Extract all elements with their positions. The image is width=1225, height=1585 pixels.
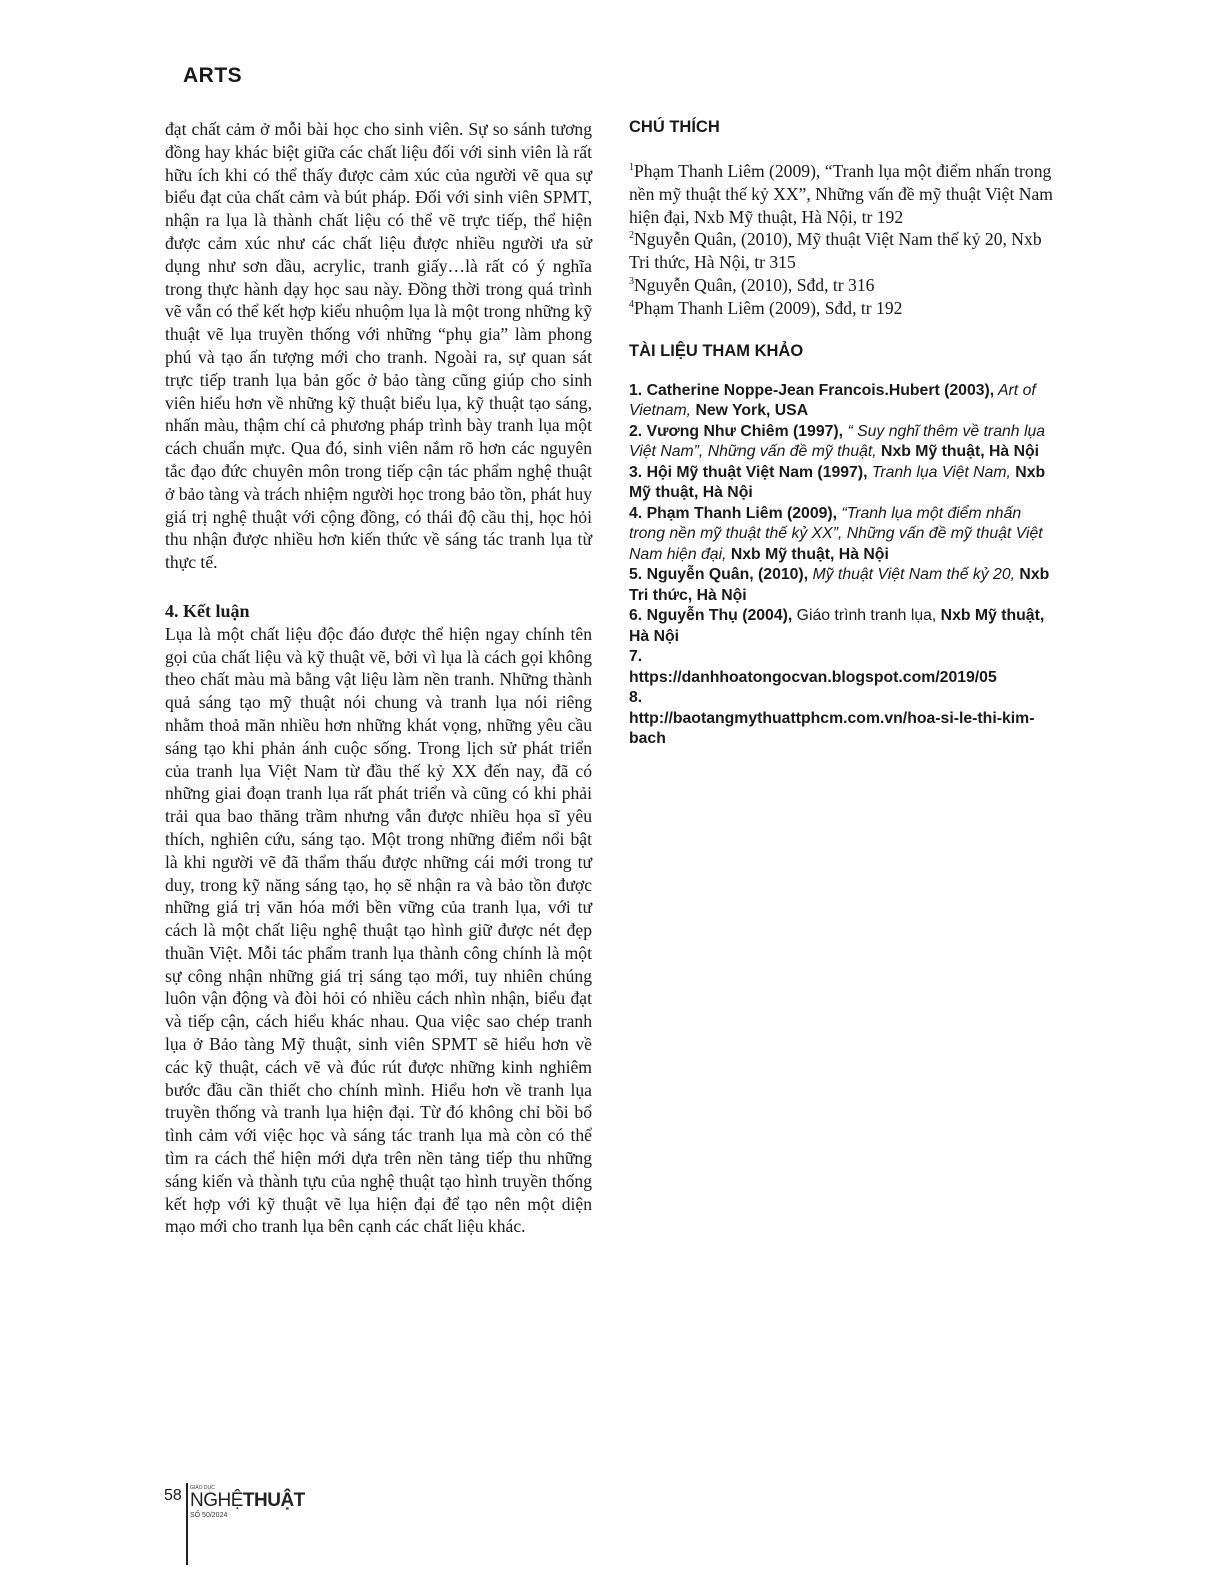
reference-item: 6. Nguyễn Thụ (2004), Giáo trình tranh lụa, Nxb Mỹ thuật, Hà Nội (629, 607, 1045, 645)
note-number: 2 (629, 230, 634, 242)
issue-number: SỐ 50/2024 (190, 1512, 228, 1519)
notes-heading: CHÚ THÍCH (629, 118, 720, 136)
references-heading: TÀI LIỆU THAM KHẢO (629, 341, 804, 360)
brand-name: NGHỆTHUẬT (190, 1490, 305, 1511)
references-list (629, 381, 1057, 750)
reference-item: 1. Catherine Noppe-Jean Francois.Hubert (2003), Art of Vietnam, New York, USA (629, 381, 1036, 420)
note-number: 1 (629, 162, 634, 173)
section-tag: ARTS (183, 64, 243, 87)
reference-item: 2. Vương Như Chiêm (1997), “ Suy nghĩ thêm về tranh lụa Việt Nam”, Những vấn đề mỹ thuật, Nxb Mỹ thuật, Hà Nội (629, 422, 1046, 461)
brand-tagline: GIÁO DỤC (190, 1485, 215, 1491)
note-item (629, 274, 1057, 297)
note-text: Phạm Thanh Liêm (2009), “Tranh lụa một điểm nhấn trong nền mỹ thuật thế kỷ XX”, Những vấn đề mỹ thuật Việt Nam hiện đại, Nxb Mỹ thuật, Hà Nội, tr 192 (629, 161, 1053, 227)
note-item (629, 160, 1057, 228)
note-text: Nguyễn Quân, (2010), Mỹ thuật Việt Nam thế kỷ 20, Nxb Tri thức, Hà Nội, tr 315 (629, 229, 1042, 273)
note-text: Phạm Thanh Liêm (2009), Sđd, tr 192 (634, 297, 903, 318)
reference-item: 7. (629, 648, 643, 666)
reference-item: 8. (629, 689, 643, 707)
footer-divider (186, 1483, 188, 1565)
reference-item: 3. Hội Mỹ thuật Việt Nam (1997), Tranh lụa Việt Nam, Nxb Mỹ thuật, Hà Nội (629, 463, 1046, 502)
body-paragraph: Lụa là một chất liệu độc đáo được thể hiện ngay chính tên gọi của chất liệu và kỹ thuật vẽ, bởi vì lụa là cách gọi không theo chất màu mà bằng vật liệu làm nền tranh. Những thành quả sáng tạo mỹ thuật nói chung và tranh lụa nói riêng nhằm thoả mãn nhiều hơn những khát vọng, những yêu cầu sáng tạo khi phản ánh cuộc sống. Trong lịch sử phát triển của tranh lụa Việt Nam từ đầu thế kỷ XX đến nay, đã có những giai đoạn tranh lụa rất phát triển và cũng có khi phải trải qua bao thăng trầm nhưng vẫn được nhiều họa sĩ yêu thích, nghiên cứu, sáng tạo. Một trong những điểm nổi bật là khi người vẽ đã thẩm thấu được những cái mới trong tư duy, trong kỹ năng sáng tạo, họ sẽ nhận ra và bảo tồn được những giá trị văn hóa mới bền vững của tranh lụa, với tư cách là một chất liệu nghệ thuật tạo hình giữ được nét đẹp thuần Việt. Mỗi tác phẩm tranh lụa thành công chính là một sự công nhận những giá trị sáng tạo mới, tuy nhiên chúng luôn vận động và đòi hỏi có nhiều cách nhìn nhận, biểu đạt và tiếp cận, cách hiểu khác nhau. Qua việc sao chép tranh lụa ở Bảo tàng Mỹ thuật, sinh viên SPMT sẽ hiểu hơn về các kỹ thuật, cách vẽ và đúc rút được những kinh nghiêm bước đầu cần thiết cho chính mình. Hiểu hơn về tranh lụa truyền thống và tranh lụa hiện đại. Từ đó không chỉ bồi bổ tình cảm với việc học và sáng tác tranh lụa mà còn có thể tìm ra cách thể hiện mới dựa trên nền tảng tiếp thu những sáng kiến và thành tựu của nghệ thuật tạo hình truyền thống kết hợp với kỹ thuật vẽ lụa hiện đại để tạo nên một diện mạo mới cho tranh lụa bên cạnh các chất liệu khác. (165, 623, 592, 1237)
page-number: 58 (164, 1487, 182, 1504)
left-column (165, 118, 592, 1238)
note-item (629, 228, 1057, 274)
body-paragraph: đạt chất cảm ở mỗi bài học cho sinh viên. Sự so sánh tương đồng hay khác biệt giữa các chất liệu đối với sinh viên là rất hữu ích khi có thể thấy được cảm xúc của người vẽ qua sự biểu đạt của chất cảm và bút pháp. Đối với sinh viên SPMT, nhận ra lụa là thành chất liệu có thể vẽ trực tiếp, thể hiện được cảm xúc như các chất liệu được nhiều người ưa sử dụng như sơn dầu, acrylic, tranh giấy…là rất có ý nghĩa trong thực hành dạy học sau này. Đồng thời trong quá trình vẽ vẫn có thể kết hợp kiểu nhuộm lụa là một trong những kỹ thuật vẽ lụa truyền thống với những “phụ gia” làm phong phú và tạo ấn tượng mới cho tranh. Ngoài ra, sự quan sát trực tiếp tranh lụa bản gốc ở bảo tàng cũng giúp cho sinh viên hiểu hơn về những kỹ thuật biểu lụa, kỹ thuật tạo sáng, nhấn màu, thậm chí cả phương pháp trình bày tranh lụa một cách chuẩn mực. Qua đó, sinh viên nắm rõ hơn các nguyên tắc đạo đức chuyên môn trong tiếp cận tác phẩm nghệ thuật ở bảo tàng và trách nhiệm người học trong bảo tồn, phát huy giá trị nghệ thuật với cộng đồng, có thái độ cầu thị, học hỏi thu nhận được nhiều hơn kiến thức về sáng tác tranh lụa từ thực tế. (165, 119, 592, 573)
reference-link[interactable]: https://danhhoatongocvan.blogspot.com/2019/05 (629, 668, 997, 686)
note-text: Nguyễn Quân, (2010), Sđd, tr 316 (634, 274, 875, 295)
reference-link[interactable]: http://baotangmythuattphcm.com.vn/hoa-si-le-thi-kim-bach (629, 709, 1035, 748)
right-column (629, 118, 1057, 750)
section-heading: 4. Kết luận (165, 600, 250, 621)
magazine-logo (190, 1485, 305, 1520)
note-number: 4 (629, 298, 634, 310)
reference-item: 4. Phạm Thanh Liêm (2009), “Tranh lụa một điểm nhấn trong nền mỹ thuật thế kỷ XX”, Những vấn đề mỹ thuật Việt Nam hiện đại, Nxb Mỹ thuật, Hà Nội (629, 504, 1043, 563)
note-number: 3 (629, 275, 634, 287)
reference-item: 5. Nguyễn Quân, (2010), Mỹ thuật Việt Nam thế kỷ 20, Nxb Tri thức, Hà Nội (629, 566, 1050, 604)
notes-list (629, 160, 1057, 320)
note-item (629, 297, 1057, 320)
